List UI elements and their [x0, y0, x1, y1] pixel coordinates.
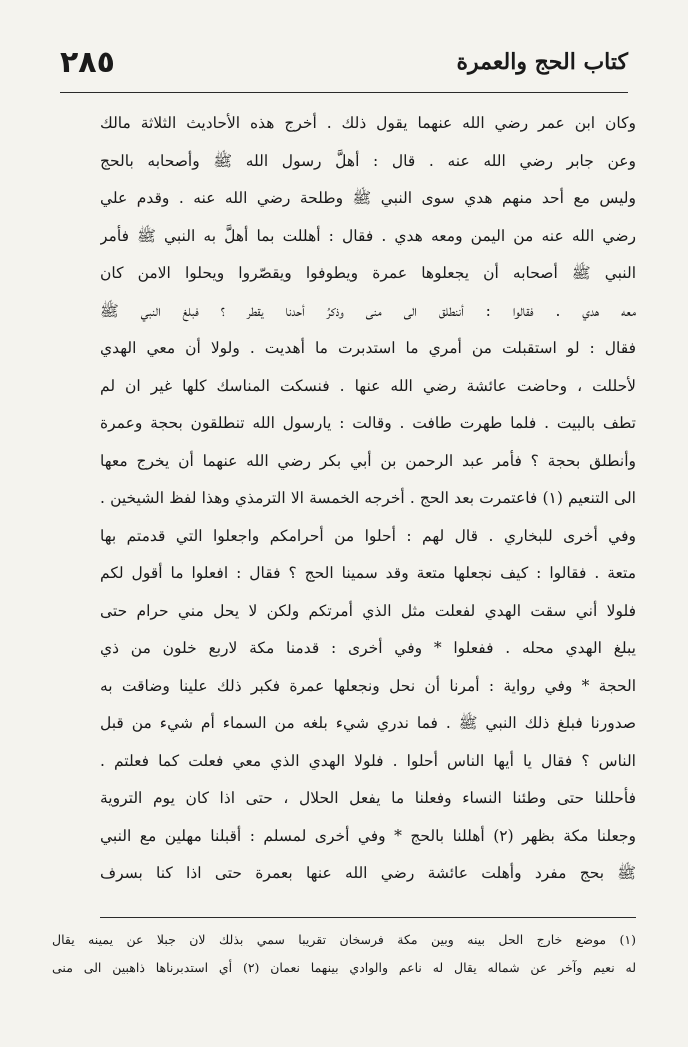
text-line: تطف بالبيت . فلما طهرت طافت . وقالت : يارسول الله تنطلقون بحجة وعمرة	[100, 414, 636, 432]
text-line: يبلغ الهدي محله . ففعلوا * وفي أخرى : قدمنا مكة لاربع خلون من ذي	[100, 639, 636, 657]
main-text	[100, 105, 636, 893]
page-header	[60, 42, 628, 82]
footnotes	[52, 926, 636, 982]
text-line: لأحللت ، وحاضت عائشة رضي الله عنها . فنسكت المناسك كلها غير ان لم	[100, 376, 636, 395]
text-line: الحجة * وفي رواية : أمرنا أن نحل ونجعلها عمرة فكبر ذلك علينا وضاقت به	[100, 676, 636, 695]
text-line: فأحللنا حتى وطئنا النساء وفعلنا ما يفعل الحلال ، حتى اذا كان يوم التروية	[100, 789, 636, 807]
text-line: ﷺ بحج مفرد وأهلت عائشة رضي الله عنها بعمرة حتى اذا كنا بسرف	[100, 864, 636, 882]
text-line: الناس ؟ فقال يا أيها الناس أحلوا . فلولا الهدي الذي معي فعلت كما فعلتم .	[100, 751, 636, 770]
footnote-divider	[100, 917, 636, 918]
text-line: وأنطلق بحجة ؟ فأمر عبد الرحمن بن أبي بكر رضي الله عنهما أن يخرج معها	[100, 451, 636, 470]
text-line: صدورنا فبلغ ذلك النبي ﷺ . فما ندري شيء بلغه من السماء أم شيء من قبل	[100, 714, 636, 732]
text-line: وليس مع أحد منهم هدي سوى النبي ﷺ وطلحة رضي الله عنه . وقدم علي	[100, 189, 636, 207]
footnote-line: له نعيم وآخر عن شماله يقال له ناعم والوادي بينهما نعمان (٢) أي استدبرناها ذاهبين الى منى	[52, 960, 636, 975]
footnote-line: (١) موضع خارج الحل بينه وبين مكة فرسخان تقريبا سمي بذلك لان جبلا عن يمينه يقال	[52, 932, 636, 947]
text-line: وفي أخرى للبخاري . قال لهم : أحلوا من أحرامكم واجعلوا التي قدمتم بها	[100, 526, 636, 545]
text-line: معه هدي . فقالوا : أننطلق الى منى وذكرُ أحدنا يقطر ؟ فبلغ النبي ﷺ	[100, 301, 636, 320]
page-number: ٢٨٥	[60, 44, 115, 80]
header-divider	[60, 92, 628, 93]
text-line: وكان ابن عمر رضي الله عنهما يقول ذلك . أخرج هذه الأحاديث الثلاثة مالك	[100, 114, 636, 132]
text-line: فلولا أني سقت الهدي لفعلت مثل الذي أمرتكم ولكن لا يحل مني حرام حتى	[100, 601, 636, 620]
text-line: رضي الله عنه من اليمن ومعه هدي . فقال : أهللت بما أهلَّ به النبي ﷺ فأمر	[100, 226, 636, 245]
running-head-title: كتاب الحج والعمرة	[456, 49, 628, 75]
text-line: متعة . فقالوا : كيف نجعلها متعة وقد سمينا الحج ؟ فقال : افعلوا ما أقول لكم	[100, 564, 636, 582]
text-line: وعن جابر رضي الله عنه . قال : أهلَّ رسول الله ﷺ وأصحابه بالحج	[100, 151, 636, 170]
text-line: فقال : لو استقبلت من أمري ما استدبرت ما أهديت . ولولا أن معي الهدي	[100, 339, 636, 357]
text-line: النبي ﷺ أصحابه أن يجعلوها عمرة ويطوفوا ويقصّروا ويحلوا الامن كان	[100, 264, 636, 282]
text-line: وجعلنا مكة بظهر (٢) أهللنا بالحج * وفي أخرى لمسلم : أقبلنا مهلين مع النبي	[100, 826, 636, 845]
text-line: الى التنعيم (١) فاعتمرت بعد الحج . أخرجه الخمسة الا الترمذي وهذا لفظ الشيخين .	[100, 489, 636, 507]
